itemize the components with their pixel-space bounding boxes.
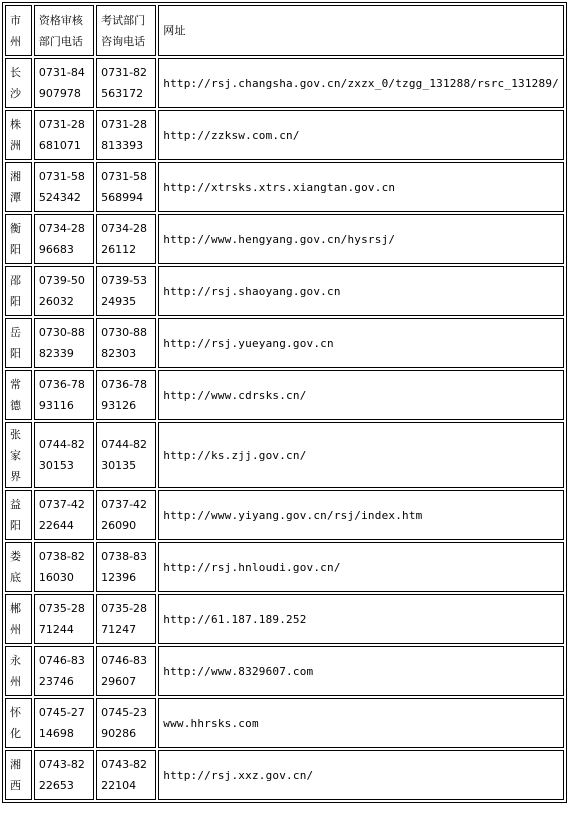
table-row [5, 214, 564, 264]
website-link[interactable]: http://rsj.xxz.gov.cn/ [158, 750, 564, 800]
city-cell: 益阳 [5, 490, 32, 540]
review-phone-cell: 0735-2871244 [34, 594, 94, 644]
exam-phone-cell: 0736-7893126 [96, 370, 156, 420]
exam-phone-cell: 0738-8312396 [96, 542, 156, 592]
city-cell: 长沙 [5, 58, 32, 108]
exam-phone-cell: 0731-58568994 [96, 162, 156, 212]
city-cell: 邵阳 [5, 266, 32, 316]
contact-table [2, 2, 567, 803]
website-link[interactable]: http://rsj.yueyang.gov.cn [158, 318, 564, 368]
table-row [5, 750, 564, 800]
table-row [5, 318, 564, 368]
table-row [5, 698, 564, 748]
table-row [5, 490, 564, 540]
review-phone-cell: 0745-2714698 [34, 698, 94, 748]
table-row [5, 594, 564, 644]
city-cell: 湘潭 [5, 162, 32, 212]
header-website: 网址 [158, 5, 564, 56]
review-phone-cell: 0730-8882339 [34, 318, 94, 368]
table-row [5, 422, 564, 488]
website-link[interactable]: http://61.187.189.252 [158, 594, 564, 644]
table-row [5, 110, 564, 160]
exam-phone-cell: 0745-2390286 [96, 698, 156, 748]
table-row [5, 58, 564, 108]
city-cell: 怀化 [5, 698, 32, 748]
city-cell: 湘西 [5, 750, 32, 800]
website-link[interactable]: http://rsj.hnloudi.gov.cn/ [158, 542, 564, 592]
website-link[interactable]: http://ks.zjj.gov.cn/ [158, 422, 564, 488]
website-link[interactable]: http://rsj.changsha.gov.cn/zxzx_0/tzgg_131288/rsrc_131289/ [158, 58, 564, 108]
website-link[interactable]: http://www.hengyang.gov.cn/hysrsj/ [158, 214, 564, 264]
exam-phone-cell: 0737-4226090 [96, 490, 156, 540]
city-cell: 郴州 [5, 594, 32, 644]
website-link[interactable]: http://www.8329607.com [158, 646, 564, 696]
city-cell: 衡阳 [5, 214, 32, 264]
exam-phone-cell: 0734-2826112 [96, 214, 156, 264]
table-row [5, 370, 564, 420]
table-row [5, 542, 564, 592]
header-exam-phone: 考试部门咨询电话 [96, 5, 156, 56]
city-cell: 株洲 [5, 110, 32, 160]
header-row [5, 5, 564, 56]
table-row [5, 646, 564, 696]
website-link[interactable]: http://www.yiyang.gov.cn/rsj/index.htm [158, 490, 564, 540]
table-row [5, 266, 564, 316]
review-phone-cell: 0739-5026032 [34, 266, 94, 316]
city-cell: 常德 [5, 370, 32, 420]
review-phone-cell: 0731-28681071 [34, 110, 94, 160]
review-phone-cell: 0737-4222644 [34, 490, 94, 540]
city-cell: 娄底 [5, 542, 32, 592]
exam-phone-cell: 0744-8230135 [96, 422, 156, 488]
exam-phone-cell: 0743-8222104 [96, 750, 156, 800]
website-link[interactable]: www.hhrsks.com [158, 698, 564, 748]
table-row [5, 162, 564, 212]
table-body [5, 58, 564, 800]
website-link[interactable]: http://rsj.shaoyang.gov.cn [158, 266, 564, 316]
website-link[interactable]: http://zzksw.com.cn/ [158, 110, 564, 160]
header-review-phone: 资格审核部门电话 [34, 5, 94, 56]
website-link[interactable]: http://xtrsks.xtrs.xiangtan.gov.cn [158, 162, 564, 212]
review-phone-cell: 0744-8230153 [34, 422, 94, 488]
city-cell: 永州 [5, 646, 32, 696]
exam-phone-cell: 0731-82563172 [96, 58, 156, 108]
review-phone-cell: 0731-84907978 [34, 58, 94, 108]
city-cell: 岳阳 [5, 318, 32, 368]
website-link[interactable]: http://www.cdrsks.cn/ [158, 370, 564, 420]
review-phone-cell: 0736-7893116 [34, 370, 94, 420]
review-phone-cell: 0738-8216030 [34, 542, 94, 592]
exam-phone-cell: 0746-8329607 [96, 646, 156, 696]
exam-phone-cell: 0730-8882303 [96, 318, 156, 368]
review-phone-cell: 0746-8323746 [34, 646, 94, 696]
review-phone-cell: 0731-58524342 [34, 162, 94, 212]
header-city: 市州 [5, 5, 32, 56]
review-phone-cell: 0743-8222653 [34, 750, 94, 800]
exam-phone-cell: 0735-2871247 [96, 594, 156, 644]
exam-phone-cell: 0731-28813393 [96, 110, 156, 160]
review-phone-cell: 0734-2896683 [34, 214, 94, 264]
city-cell: 张家界 [5, 422, 32, 488]
exam-phone-cell: 0739-5324935 [96, 266, 156, 316]
